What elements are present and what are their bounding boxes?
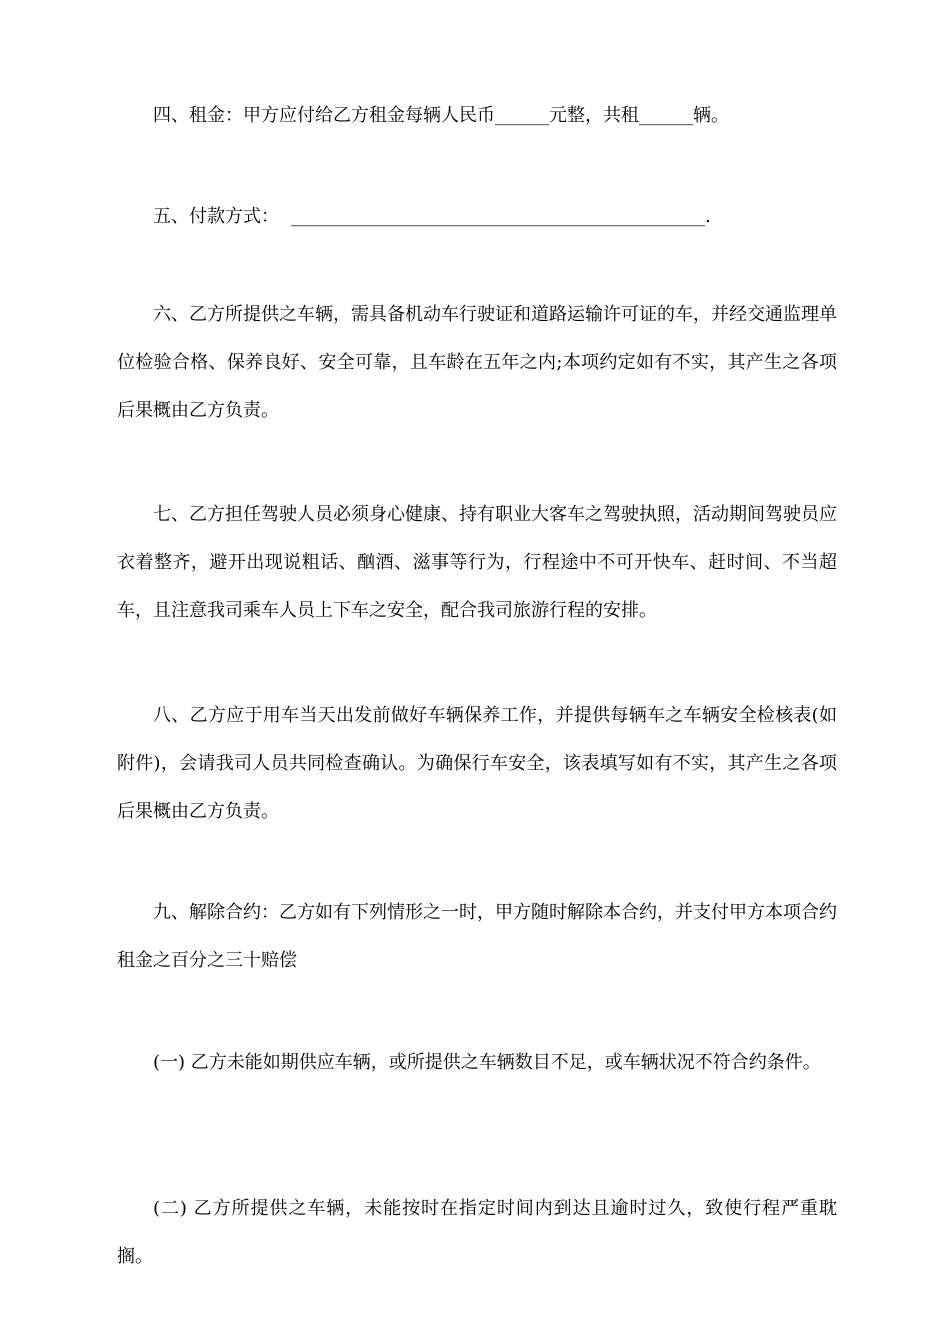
clause-4-suffix: 辆。 xyxy=(693,105,729,126)
clause-4-rent xyxy=(117,92,837,140)
clause-8-maintenance: 八、乙方应于用车当天出发前做好车辆保养工作，并提供每辆车之车辆安全检核表(如附件)，会请我司人员共同检查确认。为确保行车安全，该表填写如有不实，其产生之各项后果概由乙方负责。 xyxy=(117,705,837,822)
clause-4-prefix: 四、租金：甲方应付给乙方租金每辆人民币 xyxy=(153,105,495,126)
termination-item-2: (二) 乙方所提供之车辆，未能按时在指定时间内到达且逾时过久，致使行程严重耽搁。 xyxy=(117,1198,837,1267)
termination-item-1: (一) 乙方未能如期供应车辆，或所提供之车辆数目不足，或车辆状况不符合约条件。 xyxy=(153,1052,821,1073)
clause-4-blank-amount: ______ xyxy=(495,105,549,126)
clause-7-driver-requirements: 七、乙方担任驾驶人员必须身心健康、持有职业大客车之驾驶执照，活动期间驾驶员应衣着整齐，避开出现说粗话、酗酒、滋事等行为，行程途中不可开快车、赶时间、不当超车，且注意我司乘车人员上下车之安全，配合我司旅游行程的安排。 xyxy=(117,504,837,621)
clause-5-payment xyxy=(117,193,837,241)
clause-4-blank-count: ______ xyxy=(639,105,693,126)
clause-5-blank: ______________________________________________ xyxy=(291,206,705,227)
clause-5-label: 五、付款方式： xyxy=(153,206,279,227)
clause-9-termination: 九、解除合约：乙方如有下列情形之一时，甲方随时解除本合约，并支付甲方本项合约租金之百分之三十赔偿 xyxy=(117,902,837,971)
clause-4-middle: 元整，共租 xyxy=(549,105,639,126)
clause-6-vehicle-requirements: 六、乙方所提供之车辆，需具备机动车行驶证和道路运输许可证的车，并经交通监理单位检验合格、保养良好、安全可靠，且车龄在五年之内;本项约定如有不实，其产生之各项后果概由乙方负责。 xyxy=(117,304,837,421)
clause-5-suffix: . xyxy=(705,206,711,227)
